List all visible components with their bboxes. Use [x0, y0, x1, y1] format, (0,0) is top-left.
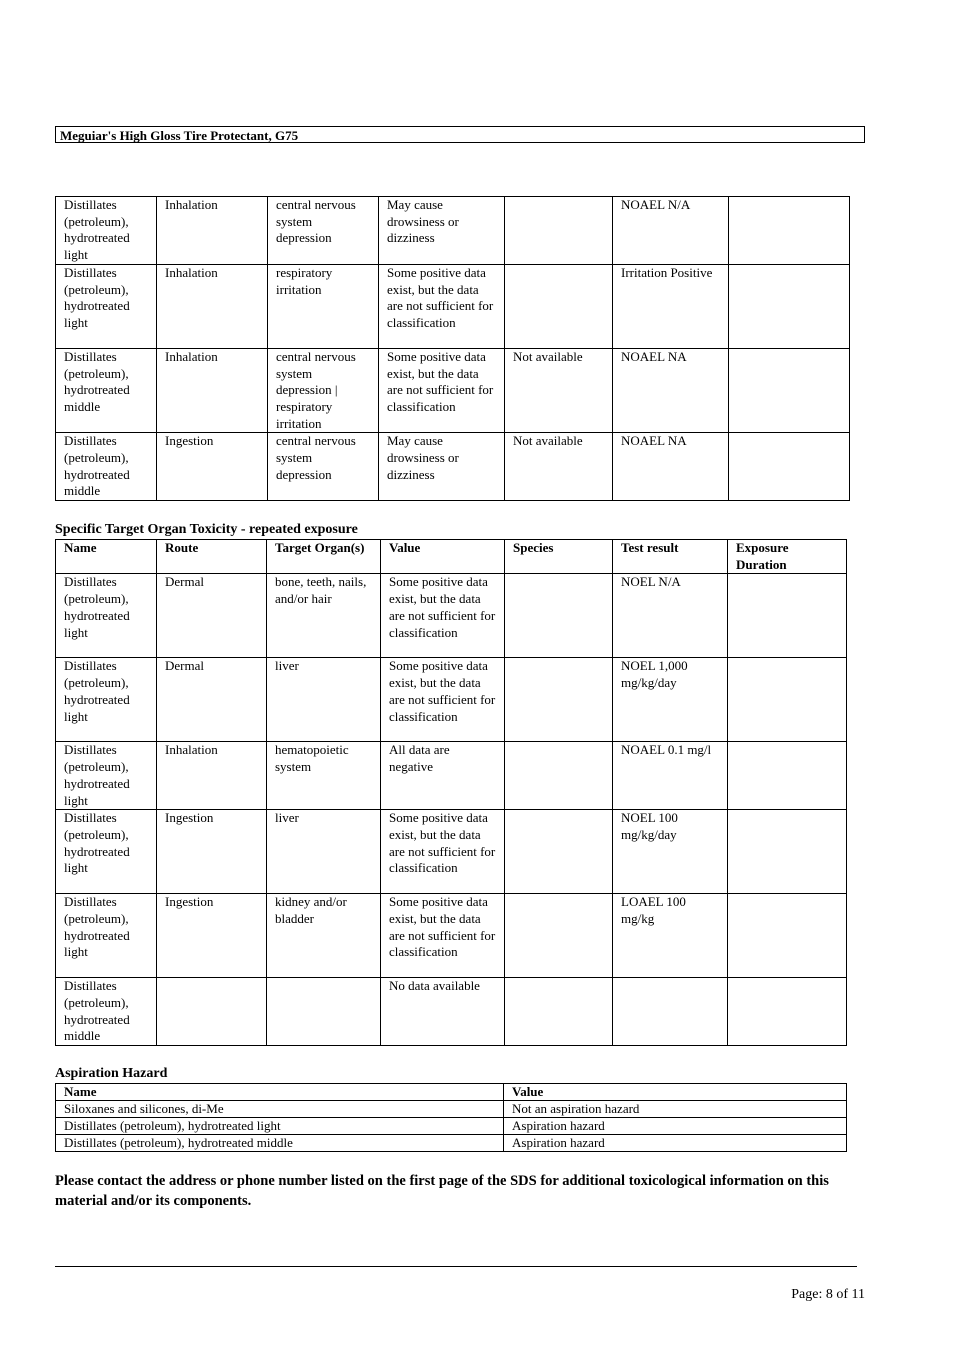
- product-header: Meguiar's High Gloss Tire Protectant, G75: [55, 126, 865, 143]
- cell-name: Distillates (petroleum), hydrotreated middle: [56, 1135, 504, 1152]
- col-header-value: Value: [504, 1084, 847, 1101]
- cell-value: May cause drowsiness or dizziness: [379, 433, 505, 501]
- table-header-row: [56, 540, 847, 574]
- cell-species: [505, 810, 613, 894]
- cell-species: Not available: [505, 433, 613, 501]
- cell-name: Siloxanes and silicones, di-Me: [56, 1101, 504, 1118]
- cell-route: Inhalation: [157, 742, 267, 810]
- aspiration-table: [55, 1083, 847, 1152]
- col-header-name: Name: [56, 540, 157, 574]
- cell-species: [505, 264, 613, 348]
- cell-result: NOAEL 0.1 mg/l: [613, 742, 728, 810]
- cell-value: Aspiration hazard: [504, 1135, 847, 1152]
- single-exposure-table: [55, 196, 850, 501]
- contact-notice: Please contact the address or phone number listed on the first page of the SDS for additional toxicological information on this material and/or its components.: [55, 1173, 829, 1209]
- cell-value: Some positive data exist, but the data are not sufficient for classification: [379, 348, 505, 433]
- cell-organ: bone, teeth, nails, and/or hair: [267, 574, 381, 658]
- col-header-organ: Target Organ(s): [267, 540, 381, 574]
- cell-name: Distillates (petroleum), hydrotreated light: [56, 894, 157, 978]
- cell-organ: central nervous system depression: [268, 433, 379, 501]
- table-row: [56, 742, 847, 810]
- cell-value: Not an aspiration hazard: [504, 1101, 847, 1118]
- cell-duration: [728, 742, 847, 810]
- cell-duration: [729, 197, 850, 265]
- table-row: [56, 658, 847, 742]
- cell-value: No data available: [381, 978, 505, 1046]
- cell-organ: liver: [267, 810, 381, 894]
- cell-result: NOEL 1,000 mg/kg/day: [613, 658, 728, 742]
- cell-value: Some positive data exist, but the data are not sufficient for classification: [381, 810, 505, 894]
- cell-value: Some positive data exist, but the data are not sufficient for classification: [381, 574, 505, 658]
- cell-value: Some positive data exist, but the data are not sufficient for classification: [379, 264, 505, 348]
- cell-name: Distillates (petroleum), hydrotreated light: [56, 742, 157, 810]
- cell-organ: [267, 978, 381, 1046]
- cell-duration: [729, 433, 850, 501]
- col-header-result: Test result: [613, 540, 728, 574]
- cell-species: [505, 978, 613, 1046]
- table-row: [56, 810, 847, 894]
- cell-route: Inhalation: [157, 197, 268, 265]
- table-row: [56, 574, 847, 658]
- cell-route: Ingestion: [157, 433, 268, 501]
- cell-name: Distillates (petroleum), hydrotreated light: [56, 658, 157, 742]
- cell-duration: [729, 348, 850, 433]
- col-header-name: Name: [56, 1084, 504, 1101]
- cell-result: NOAEL N/A: [613, 197, 729, 265]
- cell-result: LOAEL 100 mg/kg: [613, 894, 728, 978]
- cell-organ: respiratory irritation: [268, 264, 379, 348]
- table-row: [56, 197, 850, 265]
- cell-route: Ingestion: [157, 894, 267, 978]
- cell-species: [505, 894, 613, 978]
- cell-route: [157, 978, 267, 1046]
- page-number: Page: 8 of 11: [791, 1287, 865, 1302]
- cell-species: [505, 658, 613, 742]
- cell-organ: central nervous system depression: [268, 197, 379, 265]
- cell-value: Some positive data exist, but the data are not sufficient for classification: [381, 894, 505, 978]
- cell-species: Not available: [505, 348, 613, 433]
- cell-route: Inhalation: [157, 348, 268, 433]
- cell-route: Ingestion: [157, 810, 267, 894]
- cell-value: Aspiration hazard: [504, 1118, 847, 1135]
- cell-duration: [728, 978, 847, 1046]
- cell-duration: [728, 658, 847, 742]
- cell-name: Distillates (petroleum), hydrotreated light: [56, 810, 157, 894]
- col-header-route: Route: [157, 540, 267, 574]
- cell-result: [613, 978, 728, 1046]
- cell-value: All data are negative: [381, 742, 505, 810]
- table-row: [56, 264, 850, 348]
- cell-result: NOAEL NA: [613, 348, 729, 433]
- cell-result: NOAEL NA: [613, 433, 729, 501]
- table-row: [56, 1135, 847, 1152]
- cell-name: Distillates (petroleum), hydrotreated middle: [56, 433, 157, 501]
- cell-route: Dermal: [157, 574, 267, 658]
- cell-result: Irritation Positive: [613, 264, 729, 348]
- col-header-species: Species: [505, 540, 613, 574]
- aspiration-title: Aspiration Hazard: [55, 1066, 168, 1081]
- cell-organ: central nervous system depression | respiratory irritation: [268, 348, 379, 433]
- repeated-exposure-title: Specific Target Organ Toxicity - repeated exposure: [55, 522, 358, 537]
- col-header-duration: Exposure Duration: [728, 540, 847, 574]
- cell-duration: [728, 574, 847, 658]
- cell-species: [505, 574, 613, 658]
- footer-divider: [55, 1266, 857, 1267]
- cell-name: Distillates (petroleum), hydrotreated light: [56, 264, 157, 348]
- cell-result: NOEL 100 mg/kg/day: [613, 810, 728, 894]
- cell-name: Distillates (petroleum), hydrotreated light: [56, 197, 157, 265]
- cell-name: Distillates (petroleum), hydrotreated middle: [56, 348, 157, 433]
- cell-route: Inhalation: [157, 264, 268, 348]
- cell-value: Some positive data exist, but the data are not sufficient for classification: [381, 658, 505, 742]
- table-row: [56, 1118, 847, 1135]
- cell-species: [505, 742, 613, 810]
- cell-name: Distillates (petroleum), hydrotreated light: [56, 1118, 504, 1135]
- cell-organ: kidney and/or bladder: [267, 894, 381, 978]
- cell-result: NOEL N/A: [613, 574, 728, 658]
- cell-duration: [728, 894, 847, 978]
- table-row: [56, 894, 847, 978]
- table-row: [56, 348, 850, 433]
- cell-value: May cause drowsiness or dizziness: [379, 197, 505, 265]
- cell-name: Distillates (petroleum), hydrotreated middle: [56, 978, 157, 1046]
- cell-organ: hematopoietic system: [267, 742, 381, 810]
- table-row: [56, 1101, 847, 1118]
- table-row: [56, 433, 850, 501]
- col-header-value: Value: [381, 540, 505, 574]
- cell-duration: [728, 810, 847, 894]
- table-row: [56, 978, 847, 1046]
- cell-route: Dermal: [157, 658, 267, 742]
- cell-organ: liver: [267, 658, 381, 742]
- cell-name: Distillates (petroleum), hydrotreated light: [56, 574, 157, 658]
- repeated-exposure-table: [55, 539, 847, 1046]
- cell-species: [505, 197, 613, 265]
- cell-duration: [729, 264, 850, 348]
- table-header-row: [56, 1084, 847, 1101]
